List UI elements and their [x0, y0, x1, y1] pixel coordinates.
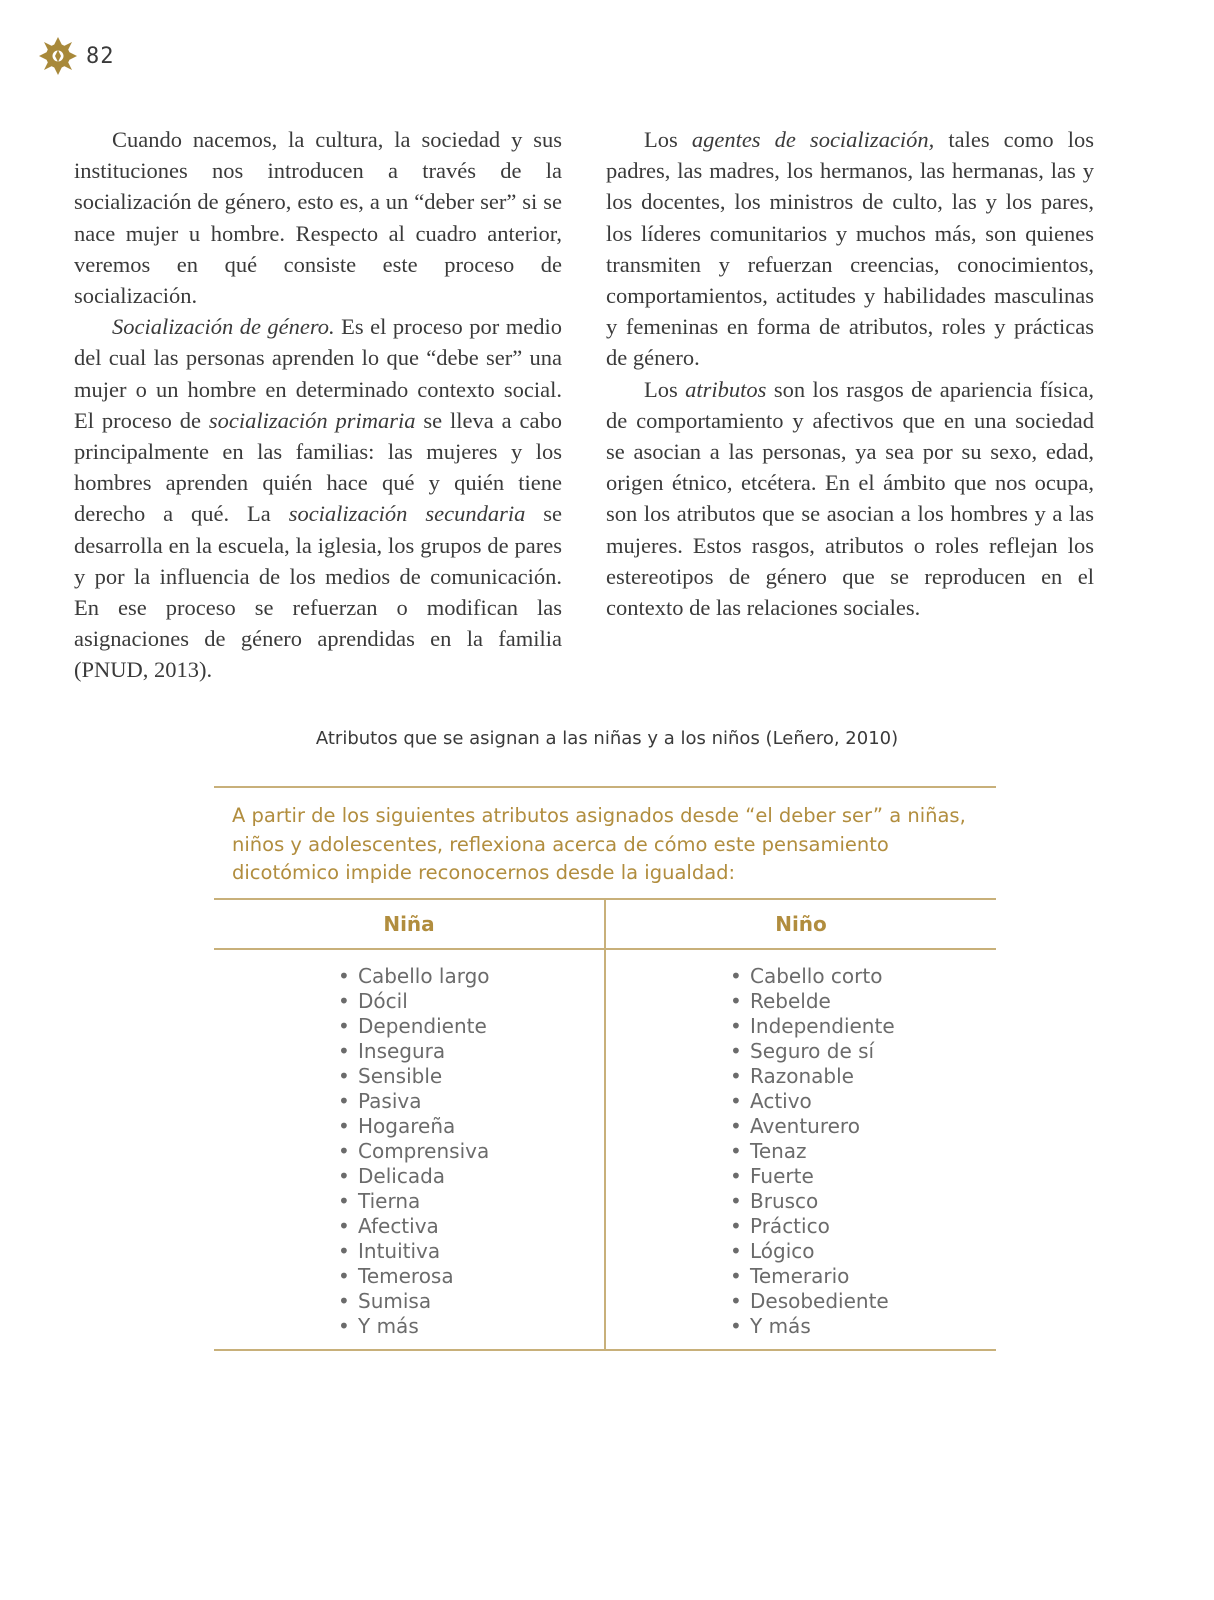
list-item: • Dependiente: [338, 1014, 604, 1039]
list-item: • Independiente: [730, 1014, 996, 1039]
column-nino: [606, 950, 996, 1349]
left-column: [74, 124, 562, 686]
list-item: • Comprensiva: [338, 1139, 604, 1164]
list-item: • Temerario: [730, 1264, 996, 1289]
list-item: • Delicada: [338, 1164, 604, 1189]
list-item: • Pasiva: [338, 1089, 604, 1114]
attributes-table: [214, 786, 996, 1351]
nino-list: [606, 964, 996, 1339]
divider: [214, 1349, 996, 1351]
list-item: • Temerosa: [338, 1264, 604, 1289]
list-item: • Rebelde: [730, 989, 996, 1014]
table-header: [214, 900, 996, 948]
list-item: • Dócil: [338, 989, 604, 1014]
column-nina: [214, 950, 606, 1349]
term: socialización primaria: [208, 407, 416, 433]
list-item: • Y más: [730, 1314, 996, 1339]
term: agentes de socialización,: [691, 127, 935, 152]
list-item: • Y más: [338, 1314, 604, 1339]
list-item: • Lógico: [730, 1239, 996, 1264]
list-item: • Desobediente: [730, 1289, 996, 1314]
table-body: [214, 950, 996, 1349]
term: socialización secundaria: [288, 501, 526, 527]
paragraph: Socialización de género. Es el proceso por medio del cual las personas aprenden lo que “debe ser” una mujer o un hombre en determinado contexto social. El proceso de socialización primaria se lleva a cabo principalmente en las familias: las mujeres y los hombres aprenden quién hace qué y quién tiene derecho a qué. La socialización secundaria se desarrolla en la escuela, la iglesia, los grupos de pares y por la influencia de los medios de comunicación. En ese proceso se refuerzan o modifican las asignaciones de género aprendidas en la familia (PNUD, 2013).: [74, 314, 563, 683]
paragraph: Los atributos son los rasgos de apariencia física, de comportamiento y afectivos que en una sociedad se asocian a las personas, ya sea por su sexo, edad, origen étnico, etcétera. En el ámbito que nos ocupa, son los atributos que se asocian a los hombres y a las mujeres. Estos rasgos, atributos o roles reflejan los estereotipos de género que se reproducen en el contexto de las relaciones sociales.: [606, 376, 1094, 621]
list-item: • Sensible: [338, 1064, 604, 1089]
list-item: • Insegura: [338, 1039, 604, 1064]
column-header-nina: Niña: [214, 900, 606, 948]
nina-list: [214, 964, 604, 1339]
citation: PNUD: [81, 657, 143, 683]
list-item: • Brusco: [730, 1189, 996, 1214]
list-item: • Afectiva: [338, 1214, 604, 1239]
list-item: • Fuerte: [730, 1164, 996, 1189]
page-header: [38, 36, 115, 76]
list-item: • Sumisa: [338, 1289, 604, 1314]
gear-sun-icon: [38, 36, 78, 76]
column-header-nino: Niño: [775, 911, 827, 936]
list-item: • Tenaz: [730, 1139, 996, 1164]
list-item: • Cabello corto: [730, 964, 996, 989]
table-caption: Atributos que se asignan a las niñas y a los niños (Leñero, 2010): [315, 728, 899, 749]
list-item: • Aventurero: [730, 1114, 996, 1139]
list-item: • Intuitiva: [338, 1239, 604, 1264]
list-item: • Cabello largo: [338, 964, 604, 989]
list-item: • Activo: [730, 1089, 996, 1114]
paragraph: Los agentes de socialización, tales como los padres, las madres, los hermanos, las hermanas, las y los docentes, los ministros de culto, las y los pares, los líderes comunitarios y muchos más, son quienes transmiten y refuerzan creencias, conocimientos, comportamientos, actitudes y habilidades masculinas y femeninas en forma de atributos, roles y prácticas de género.: [606, 127, 1095, 371]
page-number: 82: [86, 43, 115, 69]
table-instruction: A partir de los siguientes atributos asignados desde “el deber ser” a niñas, niños y adolescentes, reflexiona acerca de cómo este pensamiento dicotómico impide reconocernos desde la igualdad:: [232, 804, 966, 884]
paragraph: Cuando nacemos, la cultura, la sociedad y sus instituciones nos introducen a través de la socialización de género, esto es, a un “deber ser” si se nace mujer u hombre. Respecto al cuadro anterior, veremos en qué consiste este proceso de socialización.: [74, 127, 562, 309]
list-item: • Práctico: [730, 1214, 996, 1239]
list-item: • Hogareña: [338, 1114, 604, 1139]
list-item: • Razonable: [730, 1064, 996, 1089]
right-column: [606, 124, 1094, 623]
term: Socialización de género.: [112, 314, 335, 340]
term: atributos: [685, 376, 767, 402]
list-item: • Seguro de sí: [730, 1039, 996, 1064]
list-item: • Tierna: [338, 1189, 604, 1214]
